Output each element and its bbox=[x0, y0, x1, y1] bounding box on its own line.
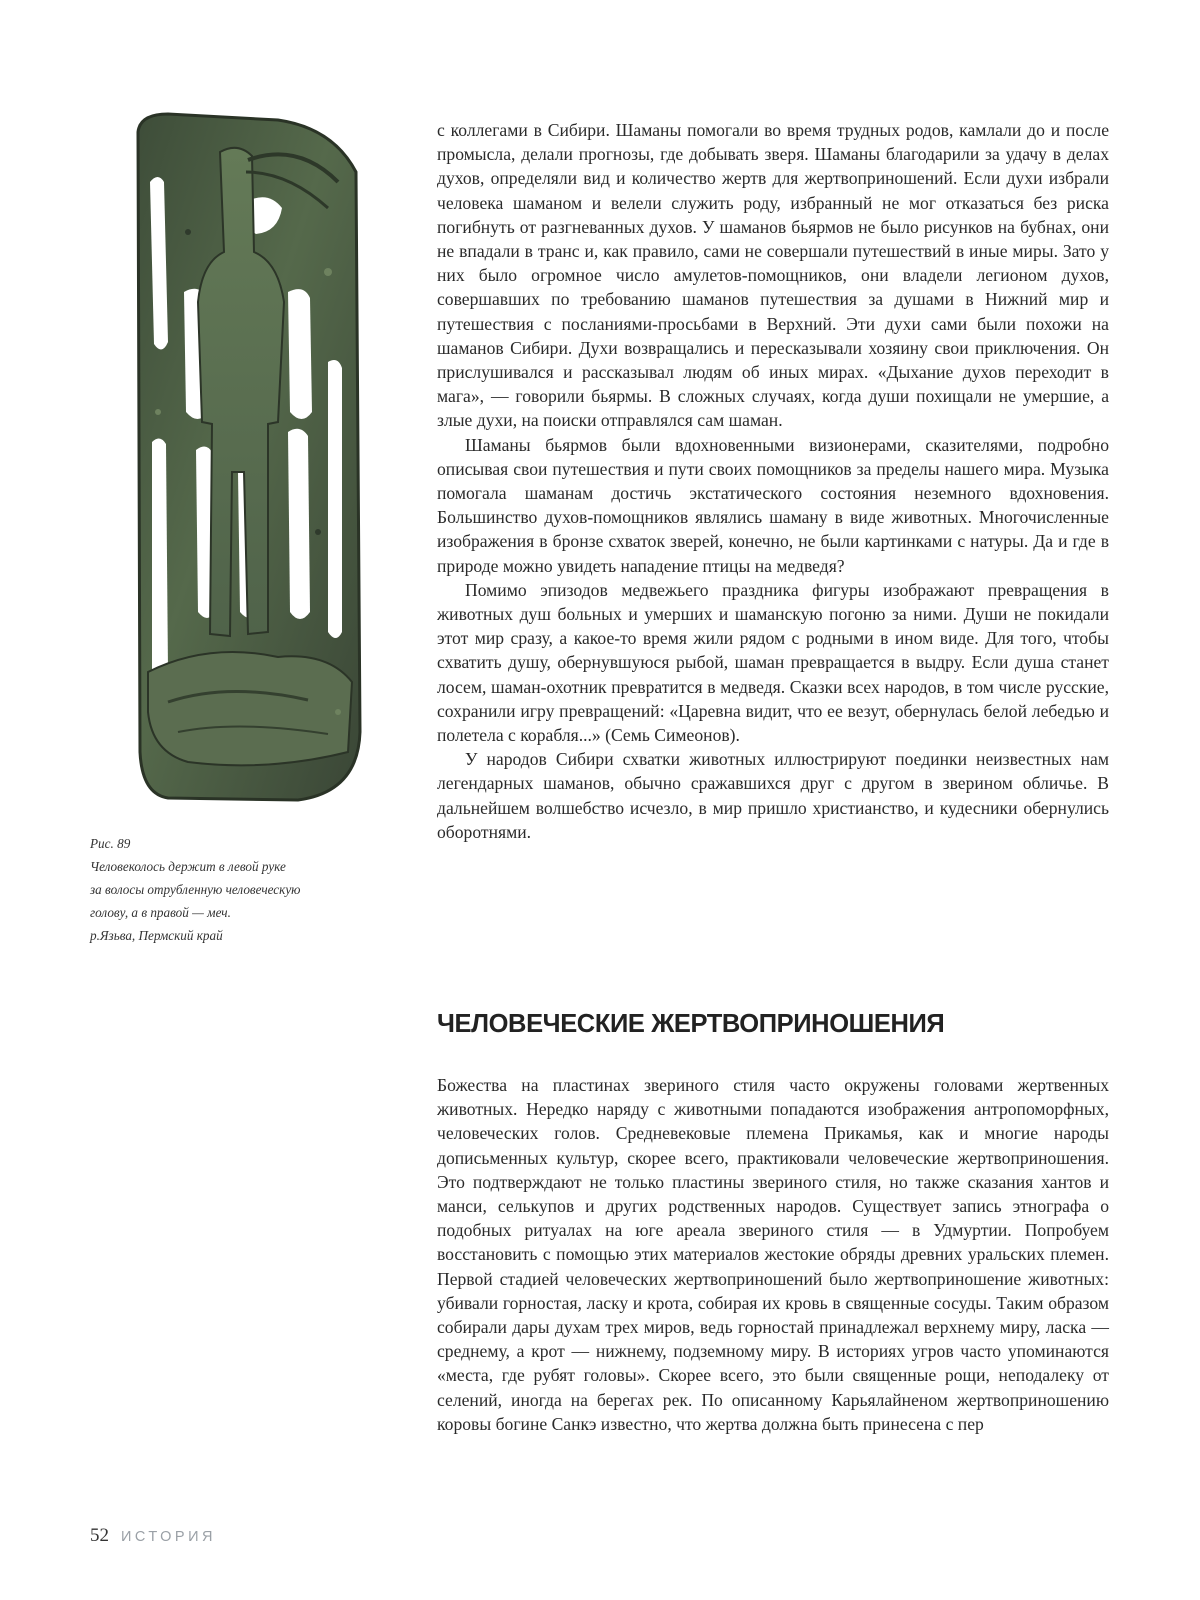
caption-line: Человеколось держит в левой руке bbox=[90, 859, 286, 874]
page-footer bbox=[90, 1525, 216, 1547]
paragraph: Божества на пластинах звериного стиля часто окружены головами жертвенных животных. Нередко наряду с животными попадаются изображения антропоморфных, человеческих голов. Средневековые племена Прикамья, как и многие народы дописьменных культур, скорее всего, практиковали человеческие жертвоприношения. Это подтверждают не только пластины звериного стиля, но также сказания хантов и манси, селькупов и других родственных народов. Существует запись этнографа о подобных ритуалах на юге ареала звериного стиля — в Удмуртии. Попробуем восстановить с помощью этих материалов жестокие обряды древних уральских племен. Первой стадией человеческих жертвоприношений было жертвоприношение животных: убивали горностая, ласку и крота, собирая их кровь в священные сосуды. Таким образом собирали дары духам трех миров, ведь горностай принадлежал верхнему миру, ласка — среднему, а крот — нижнему, подземному миру. В историях угров часто упоминаются «места, где рубят головы». Скорее всего, это были священные рощи, неподалеку от селений, иногда на берегах рек. По описанному Карьялайненом жертвоприношению коровы богине Санкэ известно, что жертва должна быть принесена с пер bbox=[437, 1075, 1109, 1434]
caption-line: голову, а в правой — меч. bbox=[90, 905, 231, 920]
bronze-plaque-figure bbox=[128, 112, 364, 802]
caption-line: р.Язьва, Пермский край bbox=[90, 928, 223, 943]
figure-caption bbox=[90, 832, 390, 947]
paragraph: Помимо эпизодов медвежьего праздника фигуры изображают превращения в животных душ больных и умерших и шаманскую погоню за ними. Души не покидали этот мир сразу, а какое-то время жили рядом с родными в ином виде. Для того, чтобы схватить душу, обернувшуюся рыбой, шаман превращается в выдру. Если душа станет лосем, шаман-охотник превратится в медведя. Сказки всех народов, в том числе русские, сохранили игру превращений: «Царевна видит, что ее везут, обернулась белой лебедью и полетела с корабля...» (Семь Симеонов). bbox=[437, 579, 1109, 746]
paragraph: У народов Сибири схватки животных иллюстрируют поединки неизвестных нам легендарных шаманов, обычно сражавшихся друг с другом в зверином обличье. В дальнейшем волшебство исчезло, в мир пришло христианство, и кудесники обернулись оборотнями. bbox=[437, 749, 1109, 842]
caption-figure-number: Рис. 89 bbox=[90, 836, 131, 851]
main-text-column bbox=[437, 118, 1109, 844]
page-number: 52 bbox=[90, 1525, 109, 1546]
section-text-column bbox=[437, 1073, 1109, 1436]
section-heading: ЧЕЛОВЕЧЕСКИЕ ЖЕРТВОПРИНОШЕНИЯ bbox=[437, 1010, 945, 1038]
caption-line: за волосы отрубленную человеческую bbox=[90, 882, 301, 897]
paragraph: с коллегами в Сибири. Шаманы помогали во время трудных родов, камлали до и после промысла, делали прогнозы, где добывать зверя. Шаманы благодарили за удачу в делах духов, определяли вид и количество жертв для жертвоприношений. Если духи избрали человека шаманом и велели служить роду, избранный не мог отказаться без риска погибнуть от разгневанных духов. У шаманов бьярмов не было рисунков на бубнах, они не впадали в транс и, как правило, сами не совершали путешествий в иные миры. Зато у них было огромное число амулетов-помощников, они владели легионом духов, совершавших по требованию шаманов путешествия за душами в Нижний мир и путешествия с посланиями-просьбами в Верхний. Эти духи сами были похожи на шаманов Сибири. Духи возвращались и пересказывали хозяину свои приключения. Он прислушивался и рассказывал людям об иных мирах. «Дыхание духов переходит в мага», — говорили бьярмы. В сложных случаях, когда души похищали не умершие, а злые духи, на поиски отправлялся сам шаман. bbox=[437, 120, 1109, 431]
bronze-anthropomorphic-plaque-icon bbox=[128, 112, 364, 802]
paragraph: Шаманы бьярмов были вдохновенными визионерами, сказителями, подробно описывая свои путешествия и пути своих помощников за пределы нашего мира. Музыка помогала шаманам достичь экстатического состояния неземного вдохновения. Большинство духов-помощников являлись шаману в виде животных. Многочисленные изображения в бронзе схваток зверей, конечно, не были картинками с натуры. Да и где в природе можно увидеть нападение птицы на медведя? bbox=[437, 434, 1109, 576]
running-head: ИСТОРИЯ bbox=[121, 1529, 216, 1545]
